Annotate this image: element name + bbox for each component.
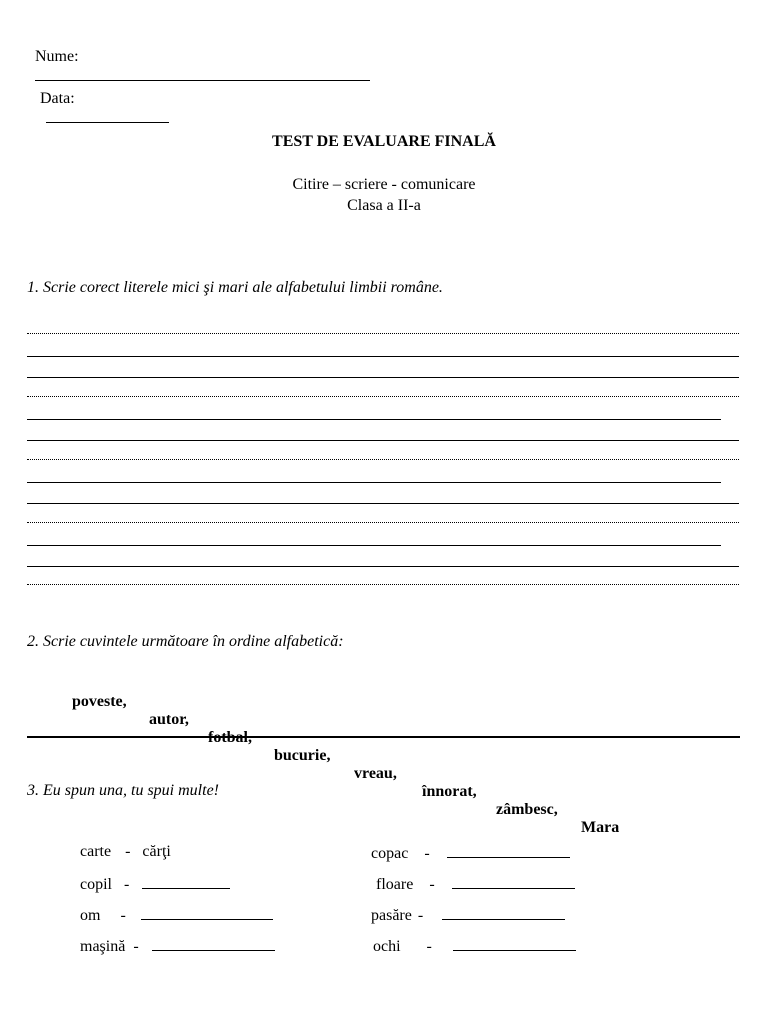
writing-line-dotted: [27, 396, 739, 397]
q2-answer-line[interactable]: [27, 736, 740, 738]
writing-line-dotted: [27, 522, 739, 523]
q3-right-row-4: [365, 918, 576, 956]
writing-line-dotted: [27, 333, 739, 334]
word-item: fotbal,: [208, 729, 252, 746]
answer-blank[interactable]: [453, 936, 576, 951]
plural-answer: cărţi: [142, 843, 171, 860]
subject-subtitle: Citire – scriere - comunicare: [292, 176, 476, 193]
writing-line: [27, 356, 739, 357]
word-item: autor,: [149, 711, 189, 728]
writing-line: [27, 377, 739, 378]
singular-word: copac: [371, 845, 409, 862]
singular-word: pasăre: [371, 907, 412, 924]
writing-line-dotted: [27, 584, 739, 585]
singular-word: floare: [376, 876, 414, 893]
writing-line: [27, 482, 721, 483]
date-label: Data:: [40, 90, 75, 107]
word-item: poveste,: [72, 693, 127, 710]
singular-word: ochi: [373, 938, 401, 955]
dash: -: [424, 845, 430, 862]
writing-line-dotted: [27, 459, 739, 460]
word-item: înnorat,: [422, 783, 477, 800]
class-subtitle: Clasa a II-a: [347, 197, 421, 214]
q2-instruction: 2. Scrie cuvintele următoare în ordine alfabetică:: [27, 633, 344, 650]
dash: -: [120, 907, 126, 924]
q1-instruction: 1. Scrie corect literele mici şi mari ale alfabetului limbii române.: [27, 279, 443, 296]
date-field[interactable]: [46, 108, 169, 123]
page-title: TEST DE EVALUARE FINALĂ: [272, 133, 496, 150]
q3-left-row-4: [72, 918, 275, 956]
singular-word: om: [80, 907, 101, 924]
writing-line: [27, 440, 739, 441]
word-item: vreau,: [354, 765, 397, 782]
answer-blank[interactable]: [152, 936, 275, 951]
writing-line: [27, 566, 739, 567]
singular-word: maşină: [80, 938, 126, 955]
writing-line: [27, 545, 721, 546]
dash: -: [125, 843, 131, 860]
dash: -: [429, 876, 435, 893]
q3-instruction: 3. Eu spun una, tu spui multe!: [27, 782, 219, 799]
name-label: Nume:: [35, 48, 79, 65]
singular-word: copil: [80, 876, 112, 893]
writing-line: [27, 503, 739, 504]
dash: -: [133, 938, 139, 955]
date-row: [32, 72, 169, 128]
dash: -: [426, 938, 432, 955]
dash: -: [124, 876, 130, 893]
singular-word: carte: [80, 843, 112, 860]
word-item: Mara: [581, 819, 620, 836]
word-item: bucurie,: [274, 747, 331, 764]
writing-line: [27, 419, 721, 420]
dash: -: [417, 907, 424, 924]
word-item: zâmbesc,: [496, 801, 558, 818]
